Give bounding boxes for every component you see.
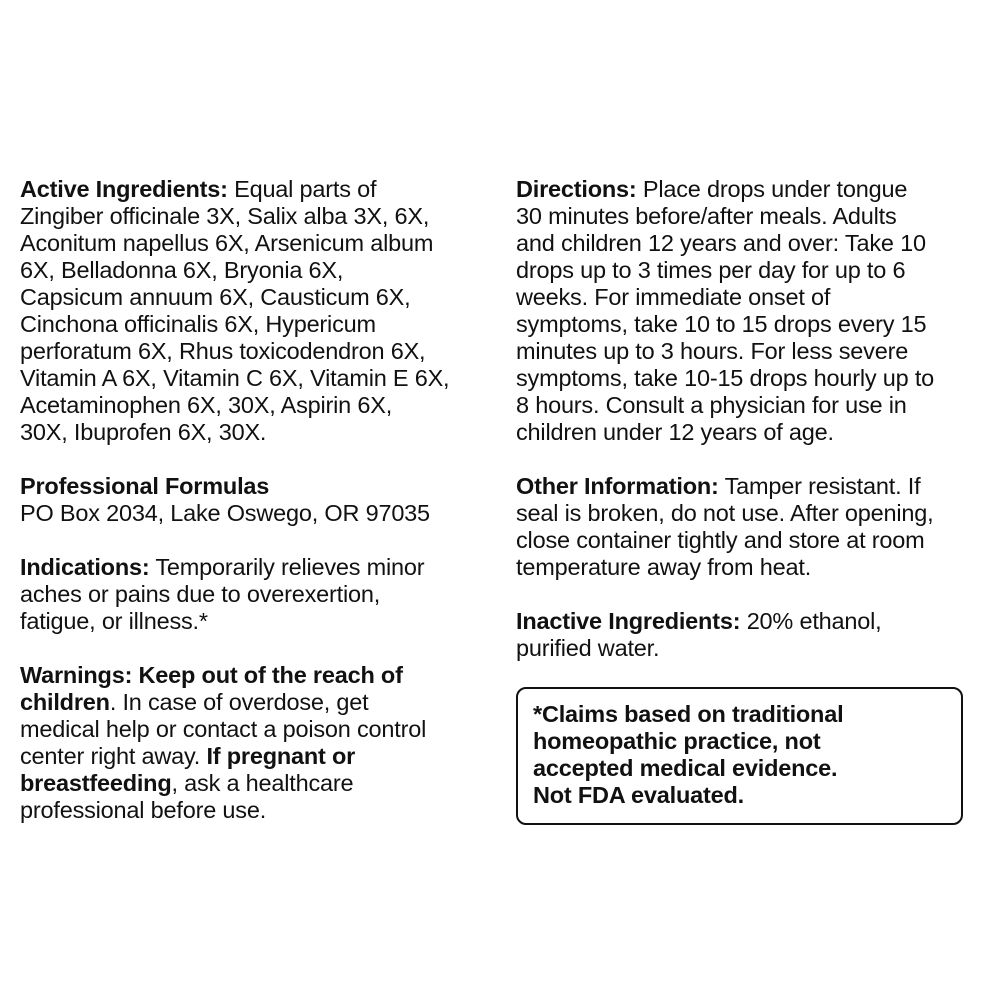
- warnings-heading: Warnings: Keep out of the reach of: [20, 662, 403, 688]
- warnings-text: , ask a healthcare: [171, 770, 354, 796]
- indications-section: [20, 554, 495, 635]
- warnings-emphasis: breastfeeding: [20, 770, 172, 796]
- other-information-line: close container tightly and store at room: [516, 527, 925, 553]
- active-ingredients-heading: Active Ingredients:: [20, 176, 228, 202]
- warnings-text: . In case of overdose, get: [109, 689, 369, 715]
- inactive-ingredients-heading: Inactive Ingredients:: [516, 608, 741, 634]
- disclaimer-line: *Claims based on traditional: [533, 701, 844, 727]
- other-information-section: [516, 473, 986, 581]
- active-ingredients-line: perforatum 6X, Rhus toxicodendron 6X,: [20, 338, 426, 364]
- other-information-line: [516, 473, 986, 500]
- directions-line: minutes up to 3 hours. For less severe: [516, 338, 909, 364]
- right-column: [516, 176, 986, 825]
- inactive-ingredients-section: [516, 608, 986, 662]
- indications-text: Temporarily relieves minor: [155, 554, 425, 580]
- other-information-line: temperature away from heat.: [516, 554, 812, 580]
- directions-line: 30 minutes before/after meals. Adults: [516, 203, 897, 229]
- directions-line: weeks. For immediate onset of: [516, 284, 831, 310]
- directions-line: symptoms, take 10-15 drops hourly up to: [516, 365, 935, 391]
- indications-line: aches or pains due to overexertion,: [20, 581, 381, 607]
- inactive-ingredients-line: [516, 608, 986, 635]
- warnings-emphasis: children: [20, 689, 110, 715]
- directions-line: children under 12 years of age.: [516, 419, 834, 445]
- other-information-heading: Other Information:: [516, 473, 719, 499]
- other-information-text: Tamper resistant. If: [724, 473, 921, 499]
- inactive-ingredients-text: 20% ethanol,: [746, 608, 882, 634]
- active-ingredients-text: Equal parts of: [234, 176, 377, 202]
- disclaimer-line: accepted medical evidence.: [533, 755, 838, 781]
- manufacturer-name: [20, 473, 495, 500]
- warnings-line: [20, 770, 495, 797]
- indications-heading: Indications:: [20, 554, 150, 580]
- warnings-section: [20, 662, 495, 824]
- manufacturer-name-text: Professional Formulas: [20, 473, 270, 499]
- inactive-ingredients-line: purified water.: [516, 635, 660, 661]
- left-column: [20, 176, 495, 851]
- active-ingredients-line: Cinchona officinalis 6X, Hypericum: [20, 311, 376, 337]
- warnings-line: medical help or contact a poison control: [20, 716, 427, 742]
- warnings-line: professional before use.: [20, 797, 267, 823]
- directions-line: and children 12 years and over: Take 10: [516, 230, 926, 256]
- indications-line: fatigue, or illness.*: [20, 608, 208, 634]
- directions-line: 8 hours. Consult a physician for use in: [516, 392, 907, 418]
- indications-line: [20, 554, 495, 581]
- warnings-emphasis: If pregnant or: [206, 743, 356, 769]
- warnings-line: [20, 743, 495, 770]
- warnings-text: center right away.: [20, 743, 207, 769]
- directions-text: Place drops under tongue: [642, 176, 908, 202]
- manufacturer-section: [20, 473, 495, 527]
- active-ingredients-line: Acetaminophen 6X, 30X, Aspirin 6X,: [20, 392, 393, 418]
- directions-section: [516, 176, 986, 446]
- active-ingredients-line: Zingiber officinale 3X, Salix alba 3X, 6X,: [20, 203, 430, 229]
- directions-heading: Directions:: [516, 176, 637, 202]
- disclaimer-line: Not FDA evaluated.: [533, 782, 744, 808]
- fda-disclaimer-box: [516, 687, 963, 825]
- directions-line: [516, 176, 986, 203]
- directions-line: drops up to 3 times per day for up to 6: [516, 257, 906, 283]
- active-ingredients-line: Capsicum annuum 6X, Causticum 6X,: [20, 284, 411, 310]
- active-ingredients-line: Vitamin A 6X, Vitamin C 6X, Vitamin E 6X,: [20, 365, 450, 391]
- directions-line: symptoms, take 10 to 15 drops every 15: [516, 311, 927, 337]
- active-ingredients-line: 6X, Belladonna 6X, Bryonia 6X,: [20, 257, 344, 283]
- manufacturer-address: PO Box 2034, Lake Oswego, OR 97035: [20, 500, 430, 526]
- active-ingredients-section: [20, 176, 495, 446]
- active-ingredients-line: Aconitum napellus 6X, Arsenicum album: [20, 230, 434, 256]
- warnings-line: [20, 689, 495, 716]
- disclaimer-line: homeopathic practice, not: [533, 728, 821, 754]
- active-ingredients-line: 30X, Ibuprofen 6X, 30X.: [20, 419, 267, 445]
- active-ingredients-line: [20, 176, 495, 203]
- warnings-line: [20, 662, 495, 689]
- other-information-line: seal is broken, do not use. After opening,: [516, 500, 934, 526]
